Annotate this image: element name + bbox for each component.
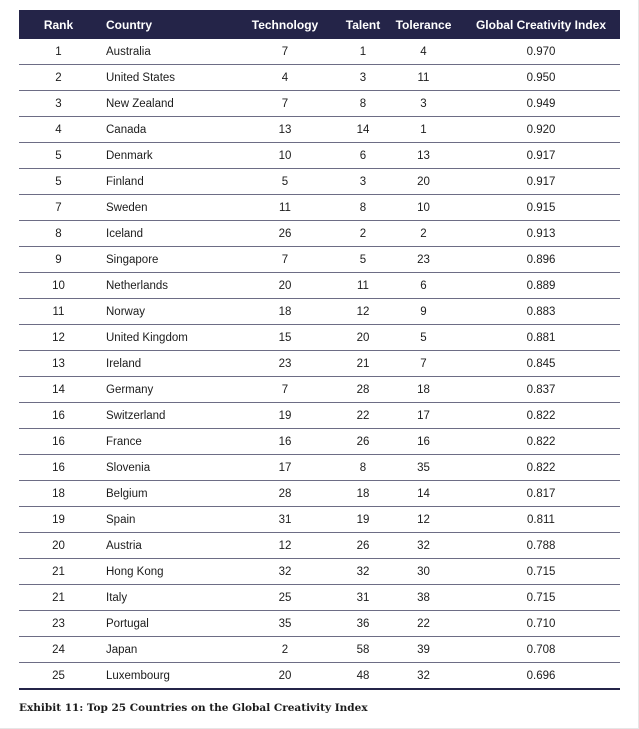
cell-tolerance: 35 [417,461,430,474]
cell-gci: 0.696 [526,669,556,682]
cell-rank: 16 [52,409,65,422]
cell-country: France [106,435,142,448]
cell-talent: 12 [356,305,370,318]
cell-technology: 32 [278,565,292,578]
cell-tolerance: 1 [420,123,427,136]
cell-rank: 10 [52,279,65,292]
cell-gci: 0.881 [526,331,556,344]
cell-rank: 8 [55,227,62,240]
cell-talent: 3 [359,175,367,188]
table-row [19,273,620,299]
cell-talent: 8 [359,461,367,474]
cell-rank: 5 [55,149,62,162]
cell-technology: 2 [281,643,289,656]
cell-country: United States [106,71,176,84]
cell-country: Spain [106,513,136,526]
cell-technology: 23 [278,357,292,370]
cell-rank: 25 [52,669,65,682]
table-row [19,91,620,117]
cell-gci: 0.811 [527,513,555,526]
cell-tolerance: 13 [417,149,430,162]
header-gci: Global Creativity Index [475,17,607,32]
cell-country: Denmark [106,149,153,162]
cell-gci: 0.710 [526,617,556,630]
cell-rank: 24 [52,643,65,656]
cell-gci: 0.822 [526,435,556,448]
cell-tolerance: 11 [417,71,430,84]
table-row [19,351,620,377]
table-row [19,221,620,247]
table-row [19,507,620,533]
cell-technology: 18 [278,305,292,318]
cell-talent: 36 [356,617,370,630]
cell-gci: 0.970 [526,45,556,58]
cell-rank: 20 [52,539,65,552]
cell-talent: 32 [356,565,370,578]
table-row [19,637,620,663]
header-rank: Rank [43,17,74,32]
cell-gci: 0.708 [526,643,556,656]
cell-rank: 7 [55,201,62,214]
cell-talent: 3 [359,71,367,84]
cell-technology: 16 [278,435,292,448]
cell-gci: 0.896 [526,253,556,266]
table-header-row [19,10,620,39]
cell-tolerance: 5 [420,331,427,344]
cell-technology: 11 [279,201,291,214]
cell-country: Japan [106,643,138,656]
cell-talent: 1 [359,45,367,58]
cell-talent: 48 [356,669,370,682]
header-tolerance: Tolerance [395,17,452,32]
cell-technology: 31 [278,513,292,526]
cell-rank: 21 [52,565,65,578]
cell-gci: 0.788 [526,539,556,552]
cell-technology: 7 [281,45,289,58]
cell-technology: 20 [278,669,292,682]
table-row [19,143,620,169]
cell-rank: 19 [52,513,65,526]
table-row [19,169,620,195]
cell-gci: 0.837 [526,383,556,396]
cell-technology: 15 [278,331,292,344]
cell-talent: 58 [356,643,370,656]
cell-talent: 18 [356,487,370,500]
cell-tolerance: 16 [417,435,430,448]
table-row [19,299,620,325]
cell-tolerance: 23 [417,253,430,266]
cell-tolerance: 10 [417,201,430,214]
cell-tolerance: 6 [420,279,427,292]
cell-country: Portugal [106,617,149,630]
global-creativity-index-table [19,10,620,690]
cell-gci: 0.889 [526,279,556,292]
cell-gci: 0.715 [526,565,556,578]
cell-tolerance: 30 [417,565,430,578]
cell-tolerance: 20 [417,175,430,188]
cell-talent: 21 [356,357,370,370]
cell-gci: 0.822 [526,409,556,422]
cell-technology: 35 [278,617,292,630]
cell-talent: 5 [359,253,367,266]
cell-tolerance: 22 [417,617,430,630]
table-row [19,195,620,221]
table-row [19,65,620,91]
table-row [19,455,620,481]
cell-country: Hong Kong [106,565,164,578]
cell-technology: 26 [278,227,292,240]
cell-gci: 0.915 [526,201,556,214]
cell-country: United Kingdom [106,331,188,344]
cell-gci: 0.920 [526,123,556,136]
cell-country: Finland [106,175,144,188]
cell-country: Netherlands [106,279,169,292]
cell-rank: 18 [52,487,65,500]
cell-rank: 14 [52,383,65,396]
table-row [19,663,620,690]
table-row [19,585,620,611]
cell-tolerance: 17 [417,409,430,422]
cell-country: Germany [106,383,154,396]
cell-tolerance: 14 [417,487,430,500]
cell-rank: 16 [52,461,65,474]
cell-technology: 7 [281,97,289,110]
table-row [19,377,620,403]
cell-technology: 5 [281,175,289,188]
cell-technology: 7 [281,383,289,396]
cell-tolerance: 2 [420,227,427,240]
cell-gci: 0.822 [526,461,556,474]
cell-gci: 0.949 [526,97,556,110]
cell-rank: 1 [55,45,62,58]
cell-rank: 13 [52,357,65,370]
table-row [19,559,620,585]
table-row [19,117,620,143]
cell-rank: 2 [55,71,62,84]
cell-gci: 0.715 [526,591,556,604]
cell-country: Belgium [106,487,148,500]
header-country: Country [106,17,152,32]
cell-rank: 3 [55,97,62,110]
cell-tolerance: 38 [417,591,430,604]
cell-country: Slovenia [106,461,151,474]
cell-talent: 2 [359,227,367,240]
cell-country: Italy [106,591,128,604]
cell-talent: 6 [359,149,367,162]
cell-talent: 11 [357,279,369,292]
cell-tolerance: 32 [417,669,430,682]
table-row [19,429,620,455]
cell-gci: 0.913 [526,227,556,240]
cell-tolerance: 4 [420,45,427,58]
cell-country: Ireland [106,357,142,370]
table-body [19,39,620,690]
cell-rank: 12 [52,331,65,344]
cell-talent: 28 [356,383,370,396]
cell-gci: 0.950 [526,71,556,84]
cell-talent: 8 [359,97,367,110]
cell-gci: 0.917 [526,175,556,188]
cell-talent: 8 [359,201,367,214]
table-row [19,481,620,507]
cell-rank: 5 [55,175,62,188]
cell-tolerance: 3 [420,97,427,110]
cell-country: Sweden [106,201,148,214]
cell-technology: 20 [278,279,292,292]
table-row [19,611,620,637]
cell-talent: 31 [356,591,370,604]
cell-talent: 22 [356,409,370,422]
cell-tolerance: 32 [417,539,430,552]
cell-technology: 12 [278,539,292,552]
cell-gci: 0.917 [526,149,556,162]
cell-rank: 23 [52,617,65,630]
cell-country: Switzerland [106,409,166,422]
cell-talent: 26 [356,539,370,552]
table-row [19,403,620,429]
header-talent: Talent [345,17,381,32]
cell-technology: 28 [278,487,292,500]
cell-talent: 19 [356,513,370,526]
cell-tolerance: 18 [417,383,430,396]
cell-tolerance: 9 [420,305,427,318]
cell-technology: 19 [278,409,292,422]
cell-country: Austria [106,539,142,552]
cell-country: Canada [106,123,147,136]
cell-country: New Zealand [106,97,174,110]
table-row [19,533,620,559]
cell-rank: 4 [55,123,62,136]
cell-rank: 11 [52,305,65,318]
cell-technology: 7 [281,253,289,266]
cell-talent: 26 [356,435,370,448]
cell-technology: 17 [278,461,292,474]
cell-country: Iceland [106,227,144,240]
cell-talent: 14 [356,123,370,136]
cell-rank: 16 [52,435,65,448]
cell-technology: 13 [278,123,292,136]
cell-country: Norway [106,305,145,318]
exhibit-caption: Exhibit 11: Top 25 Countries on the Global Creativity Index [19,702,368,714]
cell-tolerance: 7 [420,357,427,370]
table-row [19,325,620,351]
cell-gci: 0.817 [526,487,556,500]
cell-gci: 0.883 [526,305,556,318]
table-row [19,39,620,65]
cell-technology: 25 [278,591,292,604]
cell-country: Luxembourg [106,669,170,682]
cell-technology: 4 [281,71,289,84]
header-technology: Technology [251,17,319,32]
cell-technology: 10 [278,149,292,162]
cell-tolerance: 39 [417,643,430,656]
cell-rank: 9 [55,253,62,266]
cell-country: Singapore [106,253,159,266]
cell-country: Australia [106,45,151,58]
cell-rank: 21 [52,591,65,604]
table-row [19,247,620,273]
cell-gci: 0.845 [526,357,556,370]
cell-tolerance: 12 [417,513,430,526]
cell-talent: 20 [356,331,370,344]
